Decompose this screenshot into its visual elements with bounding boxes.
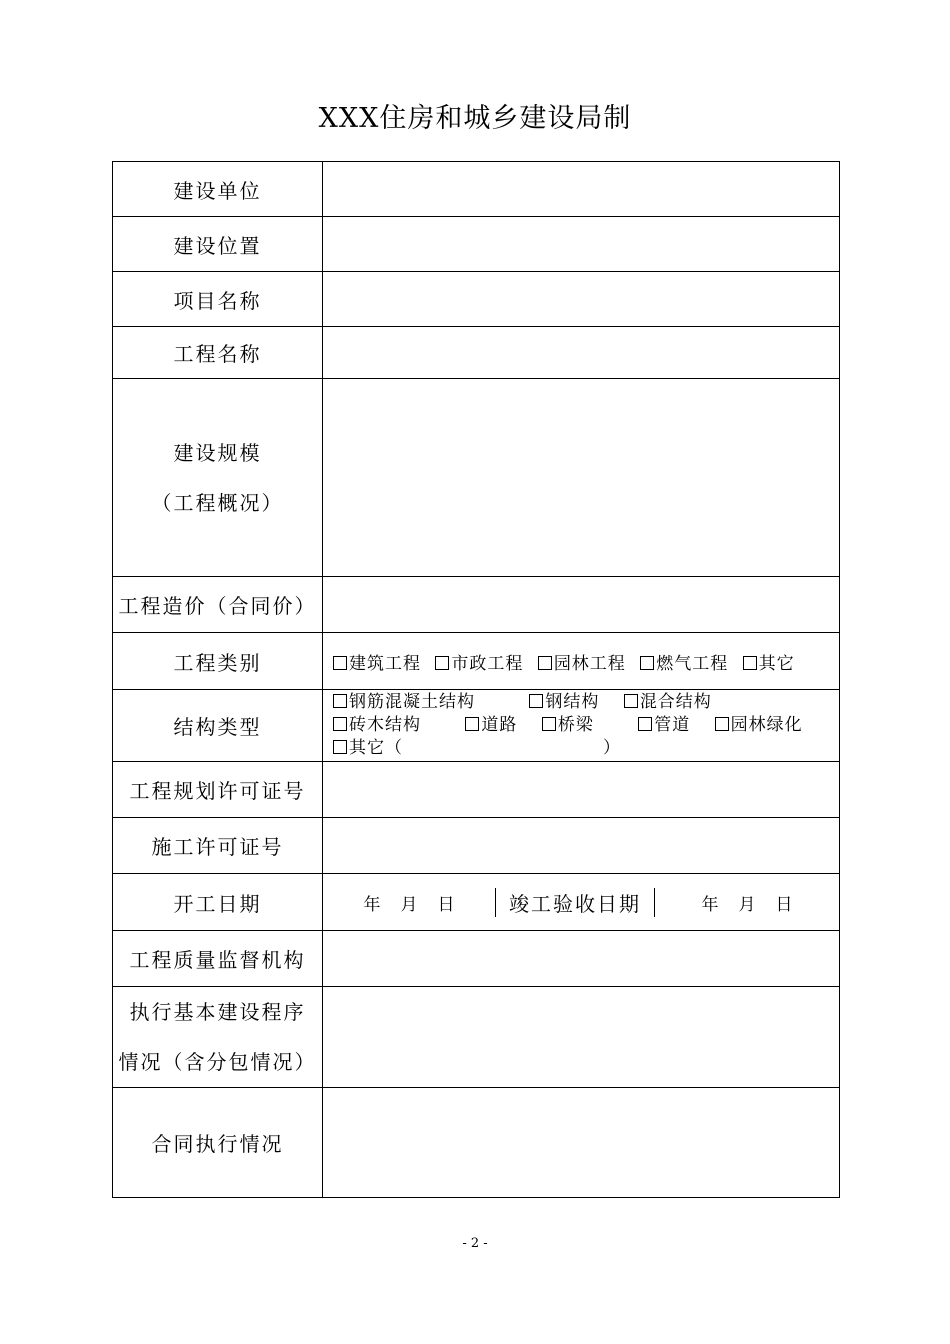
structure-option-mixed[interactable]: 混合结构 [624,691,712,714]
label-project-category: 工程类别 [113,633,323,690]
label-project-cost: 工程造价（合同价） [113,577,323,633]
field-engineering-name[interactable] [323,327,840,379]
row-procedure-execution [113,987,840,1088]
checkbox-icon [333,717,347,731]
category-option-other[interactable]: 其它 [743,649,795,674]
row-contract-execution [113,1088,840,1198]
structure-option-rc[interactable]: 钢筋混凝土结构 [333,691,475,714]
checkbox-icon [638,717,652,731]
field-quality-supervision[interactable] [323,931,840,987]
checkbox-icon [333,740,347,754]
checkbox-icon [529,694,543,708]
label-structure-type: 结构类型 [113,690,323,762]
row-construction-location [113,217,840,272]
label-quality-supervision: 工程质量监督机构 [113,931,323,987]
category-option-gas[interactable]: 燃气工程 [640,649,728,674]
structure-line-3 [333,737,839,760]
label-procedure-line1: 执行基本建设程序 [129,1000,306,1024]
structure-option-bridge[interactable]: 桥梁 [542,714,594,737]
label-construction-permit: 施工许可证号 [113,818,323,874]
label-start-date: 开工日期 [113,874,323,931]
row-dates [113,874,840,931]
row-engineering-name [113,327,840,379]
field-project-cost[interactable] [323,577,840,633]
checkbox-icon [640,656,654,670]
structure-options [323,691,839,760]
structure-line-1 [333,691,839,714]
structure-option-pipeline[interactable]: 管道 [638,714,690,737]
checkbox-icon [538,656,552,670]
field-project-name[interactable] [323,272,840,327]
row-construction-permit [113,818,840,874]
field-planning-permit[interactable] [323,762,840,818]
row-project-cost [113,577,840,633]
checkbox-icon [333,694,347,708]
category-option-municipal[interactable]: 市政工程 [435,649,523,674]
label-scale-line2: （工程概况） [151,490,284,515]
field-construction-scale[interactable] [323,379,840,577]
row-project-category [113,633,840,690]
label-planning-permit: 工程规划许可证号 [113,762,323,818]
label-project-name: 项目名称 [113,272,323,327]
checkbox-icon [624,694,638,708]
structure-option-road[interactable]: 道路 [465,714,517,737]
checkbox-icon [743,656,757,670]
label-construction-location: 建设位置 [113,217,323,272]
label-scale-line1: 建设规模 [173,440,262,465]
structure-option-greening[interactable]: 园林绿化 [715,714,803,737]
category-options [323,649,839,674]
field-structure-type [323,690,840,762]
structure-option-steel[interactable]: 钢结构 [529,691,599,714]
field-construction-unit[interactable] [323,162,840,217]
page-number: - 2 - [462,1236,488,1251]
form-title: XXX住房和城乡建设局制 [318,103,632,134]
structure-line-2 [333,714,839,737]
start-date-field[interactable]: 年 月 日 [363,894,455,915]
field-construction-permit[interactable] [323,818,840,874]
completion-date-field[interactable]: 年 月 日 [701,894,793,915]
field-procedure-execution[interactable] [323,987,840,1088]
date-row [323,888,839,917]
checkbox-icon [465,717,479,731]
row-planning-permit [113,762,840,818]
checkbox-icon [715,717,729,731]
project-info-table [112,161,840,1198]
category-option-landscape[interactable]: 园林工程 [538,649,626,674]
label-procedure-line2: 情况（含分包情况） [118,1050,317,1074]
label-procedure-execution [113,987,323,1088]
checkbox-icon [333,656,347,670]
structure-option-brick-wood[interactable]: 砖木结构 [333,714,421,737]
checkbox-icon [435,656,449,670]
row-project-name [113,272,840,327]
row-construction-scale [113,379,840,577]
field-project-category [323,633,840,690]
field-contract-execution[interactable] [323,1088,840,1198]
label-construction-unit: 建设单位 [113,162,323,217]
label-contract-execution: 合同执行情况 [113,1088,323,1198]
checkbox-icon [542,717,556,731]
structure-option-other[interactable]: 其它（ ） [333,737,621,760]
row-structure-type [113,690,840,762]
row-quality-supervision [113,931,840,987]
label-completion-date: 竣工验收日期 [495,888,655,917]
field-dates [323,874,840,931]
label-engineering-name: 工程名称 [113,327,323,379]
label-construction-scale [113,379,323,577]
row-construction-unit [113,162,840,217]
category-option-building[interactable]: 建筑工程 [333,649,421,674]
field-construction-location[interactable] [323,217,840,272]
